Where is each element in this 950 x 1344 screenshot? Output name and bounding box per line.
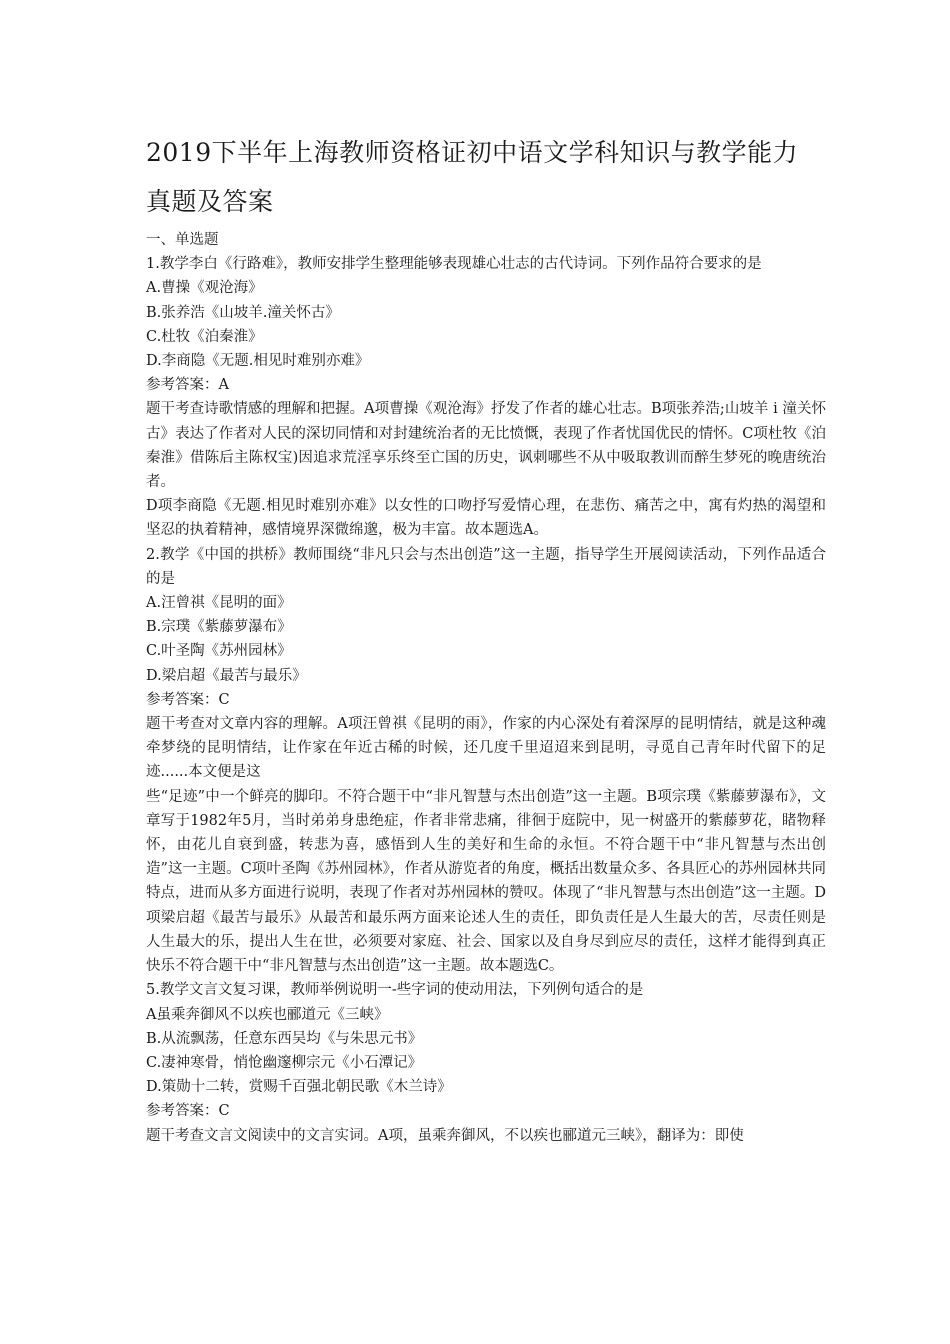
q5-stem: 5.教学文言文复习课，教师举例说明一-些字词的使动用法，下列例句适合的是	[146, 982, 644, 999]
document-page	[146, 130, 826, 1148]
q1-stem: 1.教学李白《行路难》，教师安排学生整理能够表现雄心壮志的古代诗词。下列作品符合要求的是	[146, 256, 762, 273]
q1-option-d: D.李商隐《无题.相见时难别亦难》	[146, 353, 370, 370]
q2-explanation-2: 些“足迹”中一个鲜亮的脚印。不符合题干中“非凡智慧与杰出创造”这一主题。B项宗璞《紫藤萝瀑布》，文章写于1982年5月，当时弟弟身患绝症，作者非常悲痛，徘徊于庭院中，见一树盛开的紫藤萝花，睹物释怀，由花儿自衰到盛，转悲为喜，感悟到人生的美好和生命的永恒。不符合题干中“非凡智慧与杰出创造”这一主题。C项叶圣陶《苏州园林》，作者从游览者的角度，概括出数量众多、各具匠心的苏州园林共同特点，进而从多方面进行说明，表现了作者对苏州园林的赞叹。体现了“非凡智慧与杰出创造”这一主题。D项梁启超《最苦与最乐》从最苦和最乐两方面来论述人生的责任，即负责任是人生最大的苦，尽责任则是人生最大的乐，提出人生在世，必须要对家庭、社会、国家以及自身尽到应尽的责任，这样才能得到真正快乐不符合题干中“非凡智慧与杰出创造”这一主题。故本题选C。	[146, 788, 826, 975]
title-line-1: 2019下半年上海教师资格证初中语文学科知识与教学能力	[146, 138, 799, 167]
q1-option-b: B.张养浩《山坡羊.潼关怀古》	[146, 304, 340, 321]
q5-option-d: D.策勋十二转，赏赐千百强北朝民歌《木兰诗》	[146, 1079, 452, 1096]
q2-option-a: A.汪曾祺《昆明的面》	[146, 595, 292, 612]
q1-explanation-2: D项李商隐《无题.相见时难别亦难》以女性的口吻抒写爱情心理，在悲伤、痛苦之中，寓有灼热的渴望和坚忍的执着精神，感情境界深微绵邈，极为丰富。故本题选A。	[146, 498, 826, 539]
q2-option-b: B.宗璞《紫藤萝瀑布》	[146, 619, 292, 636]
q1-option-a: A.曹操《观沧海》	[146, 280, 263, 297]
q2-answer: 参考答案：C	[146, 691, 230, 708]
section-heading: 一、单选题	[146, 232, 219, 248]
q5-option-c: C.凄神寒骨，悄怆幽邃柳宗元《小石潭记》	[146, 1054, 423, 1071]
q1-answer: 参考答案：A	[146, 377, 229, 394]
q2-option-c: C.叶圣陶《苏州园林》	[146, 643, 292, 660]
q1-option-c: C.杜牧《泊秦淮》	[146, 328, 263, 345]
document-body	[146, 228, 826, 1148]
q5-option-b: B.从流飘荡，任意东西吴均《与朱思元书》	[146, 1030, 423, 1047]
q2-option-d: D.梁启超《最苦与最乐》	[146, 667, 307, 684]
q2-explanation-1: 题干考查对文章内容的理解。A项汪曾祺《昆明的雨》，作家的内心深处有着深厚的昆明情结，就是这种魂牵梦绕的昆明情结，让作家在年近古稀的时候，还几度千里迢迢来到昆明，寻觅自己青年时代留下的足迹......本文便是这	[146, 716, 826, 781]
q2-stem: 2.教学《中国的拱桥》教师围绕“非凡只会与杰出创造”这一主题，指导学生开展阅读活动，下列作品适合的是	[146, 546, 826, 587]
title-line-2: 真题及答案	[146, 187, 274, 216]
q1-explanation-1: 题干考查诗歌情感的理解和把握。A项曹操《观沧海》抒发了作者的雄心壮志。B项张养浩;山坡羊 i 潼关怀古》表达了作者对人民的深切同情和对封建统治者的无比愤慨，表现了作者忧国优民的情怀。C项杜牧《泊秦淮》借陈后主陈权宝)因追求荒淫享乐终至亡国的历史，讽刺哪些不从中吸取教训而醉生梦死的晚唐统治者。	[146, 401, 826, 491]
q5-answer: 参考答案：C	[146, 1103, 230, 1120]
q5-explanation-1: 题干考查文言文阅读中的文言实词。A项，虽乘奔御风，不以疾也郦道元三峡》，翻译为：即使	[146, 1127, 744, 1144]
q5-option-a: A虽乘奔御风不以疾也郦道元《三峡》	[146, 1006, 389, 1023]
document-title	[146, 130, 826, 224]
